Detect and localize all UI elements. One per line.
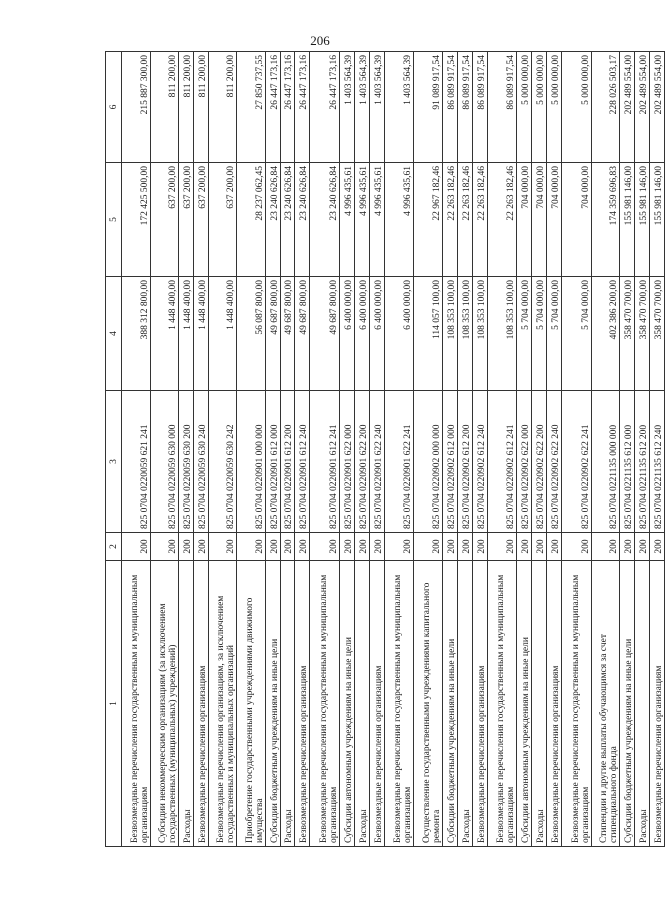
cell-name: Субсидии некоммерческим организациям (за исключением государственных (муниципальных) учреждений) <box>150 561 178 847</box>
cell-c6: 811 200,00 <box>208 52 236 163</box>
cell-c3: 825 0704 0220902 000 000 <box>414 391 442 533</box>
cell-c6: 1 403 564,39 <box>369 52 384 163</box>
cell-name: Субсидии автономным учреждениям на иные цели <box>517 561 532 847</box>
cell-c4: 49 687 800,00 <box>265 277 280 391</box>
cell-c2: 200 <box>193 533 208 561</box>
cell-c5: 704 000,00 <box>517 163 532 277</box>
table-row <box>265 52 280 847</box>
cell-c6: 202 489 554,00 <box>649 52 664 163</box>
table-row <box>150 52 178 847</box>
cell-c2: 200 <box>295 533 310 561</box>
cell-c3: 825 0704 0220902 612 200 <box>457 391 472 533</box>
column-header: 2 <box>106 533 122 561</box>
table-row <box>122 52 150 847</box>
cell-c2: 200 <box>369 533 384 561</box>
table-row <box>208 52 236 847</box>
cell-c4: 6 400 000,00 <box>384 277 414 391</box>
cell-name: Приобретение государственными учреждениями движимого имущества <box>237 561 265 847</box>
table-row <box>620 52 635 847</box>
cell-c2: 200 <box>122 533 150 561</box>
cell-c4: 402 386 200,00 <box>591 277 619 391</box>
cell-c6: 811 200,00 <box>179 52 194 163</box>
cell-c3: 825 0704 0220901 622 200 <box>354 391 369 533</box>
cell-c4: 108 353 100,00 <box>472 277 487 391</box>
cell-c4: 1 448 400,00 <box>150 277 178 391</box>
cell-c5: 4 996 435,61 <box>369 163 384 277</box>
cell-c3: 825 0704 0220902 622 000 <box>517 391 532 533</box>
cell-c2: 200 <box>150 533 178 561</box>
cell-c4: 388 312 800,00 <box>122 277 150 391</box>
cell-c6: 1 403 564,39 <box>354 52 369 163</box>
cell-c6: 811 200,00 <box>150 52 178 163</box>
cell-c4: 5 704 000,00 <box>532 277 547 391</box>
cell-c4: 56 087 800,00 <box>237 277 265 391</box>
cell-c2: 200 <box>517 533 532 561</box>
table-row <box>591 52 619 847</box>
cell-c2: 200 <box>340 533 355 561</box>
cell-c6: 86 089 917,54 <box>487 52 517 163</box>
cell-c5: 23 240 626,84 <box>265 163 280 277</box>
cell-name: Безвозмездные перечисления государственным и муниципальным организациям <box>122 561 150 847</box>
cell-c5: 22 263 182,46 <box>442 163 457 277</box>
budget-table <box>105 51 665 847</box>
cell-c4: 49 687 800,00 <box>295 277 310 391</box>
cell-c4: 6 400 000,00 <box>340 277 355 391</box>
cell-c5: 637 200,00 <box>179 163 194 277</box>
column-header: 4 <box>106 277 122 391</box>
cell-c2: 200 <box>237 533 265 561</box>
table-row <box>442 52 457 847</box>
cell-name: Расходы <box>354 561 369 847</box>
cell-c6: 86 089 917,54 <box>472 52 487 163</box>
cell-c6: 26 447 173,16 <box>295 52 310 163</box>
cell-c4: 1 448 400,00 <box>179 277 194 391</box>
cell-c6: 215 887 300,00 <box>122 52 150 163</box>
cell-c5: 23 240 626,84 <box>280 163 295 277</box>
cell-c6: 5 000 000,00 <box>532 52 547 163</box>
table-row <box>179 52 194 847</box>
cell-c3: 825 0704 0221135 612 000 <box>620 391 635 533</box>
table-row <box>384 52 414 847</box>
cell-c6: 26 447 173,16 <box>265 52 280 163</box>
table-row <box>561 52 591 847</box>
cell-c5: 172 425 500,00 <box>122 163 150 277</box>
cell-c6: 27 850 737,55 <box>237 52 265 163</box>
cell-name: Безвозмездные перечисления организациям <box>472 561 487 847</box>
cell-c3: 825 0704 0220901 622 241 <box>384 391 414 533</box>
table-row <box>457 52 472 847</box>
cell-c5: 174 359 696,83 <box>591 163 619 277</box>
cell-c3: 825 0704 0220059 630 240 <box>193 391 208 533</box>
rotated-table-frame <box>105 52 665 847</box>
cell-c5: 704 000,00 <box>532 163 547 277</box>
cell-name: Расходы <box>532 561 547 847</box>
cell-name: Расходы <box>457 561 472 847</box>
cell-c5: 4 996 435,61 <box>384 163 414 277</box>
cell-name: Субсидии бюджетным учреждениям на иные цели <box>265 561 280 847</box>
cell-c6: 5 000 000,00 <box>517 52 532 163</box>
cell-c4: 108 353 100,00 <box>442 277 457 391</box>
cell-c4: 108 353 100,00 <box>487 277 517 391</box>
cell-c4: 5 704 000,00 <box>517 277 532 391</box>
column-header: 3 <box>106 391 122 533</box>
cell-c3: 825 0704 0221135 000 000 <box>591 391 619 533</box>
table-row <box>193 52 208 847</box>
column-header: 5 <box>106 163 122 277</box>
cell-c5: 637 200,00 <box>193 163 208 277</box>
cell-c5: 22 263 182,46 <box>457 163 472 277</box>
table-row <box>532 52 547 847</box>
cell-c6: 86 089 917,54 <box>442 52 457 163</box>
cell-c5: 22 263 182,46 <box>472 163 487 277</box>
cell-c4: 358 470 700,00 <box>620 277 635 391</box>
cell-c6: 5 000 000,00 <box>561 52 591 163</box>
cell-c6: 202 489 554,00 <box>634 52 649 163</box>
cell-c3: 825 0704 0221135 612 200 <box>634 391 649 533</box>
cell-c6: 26 447 173,16 <box>280 52 295 163</box>
cell-c5: 22 967 182,46 <box>414 163 442 277</box>
table-row <box>649 52 664 847</box>
table-row <box>354 52 369 847</box>
cell-c4: 49 687 800,00 <box>310 277 340 391</box>
cell-c4: 358 470 700,00 <box>634 277 649 391</box>
cell-c3: 825 0704 0220059 621 241 <box>122 391 150 533</box>
cell-c2: 200 <box>591 533 619 561</box>
cell-c2: 200 <box>472 533 487 561</box>
cell-c5: 637 200,00 <box>208 163 236 277</box>
cell-c2: 200 <box>620 533 635 561</box>
cell-c3: 825 0704 0220902 622 241 <box>561 391 591 533</box>
cell-c2: 200 <box>354 533 369 561</box>
cell-c2: 200 <box>414 533 442 561</box>
table-row <box>547 52 562 847</box>
cell-c4: 49 687 800,00 <box>280 277 295 391</box>
cell-c4: 1 448 400,00 <box>193 277 208 391</box>
column-number-row <box>106 52 122 847</box>
cell-c3: 825 0704 0220901 612 240 <box>295 391 310 533</box>
cell-c5: 704 000,00 <box>547 163 562 277</box>
cell-c5: 22 263 182,46 <box>487 163 517 277</box>
cell-c2: 200 <box>457 533 472 561</box>
cell-c2: 200 <box>547 533 562 561</box>
cell-name: Безвозмездные перечисления организациям <box>547 561 562 847</box>
cell-c6: 811 200,00 <box>193 52 208 163</box>
cell-c2: 200 <box>649 533 664 561</box>
cell-c4: 108 353 100,00 <box>457 277 472 391</box>
cell-c3: 825 0704 0220902 622 200 <box>532 391 547 533</box>
table-row <box>237 52 265 847</box>
cell-c2: 200 <box>532 533 547 561</box>
cell-c5: 23 240 626,84 <box>295 163 310 277</box>
table-row <box>280 52 295 847</box>
table-row <box>634 52 649 847</box>
cell-c5: 28 237 062,45 <box>237 163 265 277</box>
cell-c3: 825 0704 0220059 630 000 <box>150 391 178 533</box>
cell-c6: 5 000 000,00 <box>547 52 562 163</box>
table-row <box>414 52 442 847</box>
cell-c6: 228 026 503,17 <box>591 52 619 163</box>
cell-c3: 825 0704 0220901 622 240 <box>369 391 384 533</box>
cell-c3: 825 0704 0220059 630 242 <box>208 391 236 533</box>
table-row <box>472 52 487 847</box>
cell-name: Субсидии бюджетным учреждениям на иные цели <box>620 561 635 847</box>
cell-c5: 4 996 435,61 <box>340 163 355 277</box>
cell-name: Осуществление государственными учреждениями капитального ремонта <box>414 561 442 847</box>
cell-c6: 1 403 564,39 <box>384 52 414 163</box>
table-row <box>310 52 340 847</box>
cell-c5: 155 981 146,00 <box>620 163 635 277</box>
cell-c3: 825 0704 0220901 612 200 <box>280 391 295 533</box>
cell-c4: 6 400 000,00 <box>354 277 369 391</box>
cell-c4: 1 448 400,00 <box>208 277 236 391</box>
cell-c6: 91 089 917,54 <box>414 52 442 163</box>
table-row <box>340 52 355 847</box>
cell-c3: 825 0704 0220901 612 000 <box>265 391 280 533</box>
cell-c5: 4 996 435,61 <box>354 163 369 277</box>
cell-name: Субсидии бюджетным учреждениям на иные цели <box>442 561 457 847</box>
cell-c6: 202 489 554,00 <box>620 52 635 163</box>
cell-c3: 825 0704 0220901 622 000 <box>340 391 355 533</box>
cell-c4: 6 400 000,00 <box>369 277 384 391</box>
cell-c3: 825 0704 0221135 612 240 <box>649 391 664 533</box>
cell-name: Расходы <box>280 561 295 847</box>
table-row <box>369 52 384 847</box>
table-row <box>487 52 517 847</box>
cell-c4: 358 470 700,00 <box>649 277 664 391</box>
table-row <box>295 52 310 847</box>
cell-name: Безвозмездные перечисления организациям, за исключением государственных и муниципальных организаций <box>208 561 236 847</box>
cell-c2: 200 <box>265 533 280 561</box>
cell-c2: 200 <box>561 533 591 561</box>
cell-c4: 5 704 000,00 <box>561 277 591 391</box>
cell-c3: 825 0704 0220902 612 240 <box>472 391 487 533</box>
cell-c2: 200 <box>208 533 236 561</box>
cell-c2: 200 <box>179 533 194 561</box>
cell-c2: 200 <box>384 533 414 561</box>
cell-c5: 23 240 626,84 <box>310 163 340 277</box>
cell-name: Безвозмездные перечисления организациям <box>369 561 384 847</box>
cell-name: Стипендии и другие выплаты обучающимся за счет стипендиального фонда <box>591 561 619 847</box>
cell-c5: 637 200,00 <box>150 163 178 277</box>
column-header: 1 <box>106 561 122 847</box>
cell-c2: 200 <box>280 533 295 561</box>
cell-c6: 1 403 564,39 <box>340 52 355 163</box>
cell-name: Субсидии автономным учреждениям на иные цели <box>340 561 355 847</box>
page-number: 206 <box>310 33 330 48</box>
cell-c3: 825 0704 0220902 612 000 <box>442 391 457 533</box>
cell-name: Расходы <box>179 561 194 847</box>
cell-c4: 5 704 000,00 <box>547 277 562 391</box>
column-header: 6 <box>106 52 122 163</box>
cell-c2: 200 <box>487 533 517 561</box>
cell-name: Расходы <box>634 561 649 847</box>
cell-c3: 825 0704 0220059 630 200 <box>179 391 194 533</box>
cell-c2: 200 <box>310 533 340 561</box>
cell-name: Безвозмездные перечисления организациям <box>193 561 208 847</box>
cell-c3: 825 0704 0220901 000 000 <box>237 391 265 533</box>
cell-c3: 825 0704 0220902 612 241 <box>487 391 517 533</box>
cell-c5: 155 981 146,00 <box>649 163 664 277</box>
cell-c5: 155 981 146,00 <box>634 163 649 277</box>
cell-c2: 200 <box>634 533 649 561</box>
cell-c2: 200 <box>442 533 457 561</box>
cell-name: Безвозмездные перечисления государственным и муниципальным организациям <box>310 561 340 847</box>
cell-c3: 825 0704 0220901 612 241 <box>310 391 340 533</box>
cell-c6: 86 089 917,54 <box>457 52 472 163</box>
cell-name: Безвозмездные перечисления организациям <box>649 561 664 847</box>
cell-c3: 825 0704 0220902 622 240 <box>547 391 562 533</box>
cell-c4: 114 057 100,00 <box>414 277 442 391</box>
cell-name: Безвозмездные перечисления государственным и муниципальным организациям <box>561 561 591 847</box>
cell-name: Безвозмездные перечисления государственным и муниципальным организациям <box>384 561 414 847</box>
cell-c5: 704 000,00 <box>561 163 591 277</box>
table-row <box>517 52 532 847</box>
cell-name: Безвозмездные перечисления государственным и муниципальным организациям <box>487 561 517 847</box>
cell-c6: 26 447 173,16 <box>310 52 340 163</box>
cell-name: Безвозмездные перечисления организациям <box>295 561 310 847</box>
